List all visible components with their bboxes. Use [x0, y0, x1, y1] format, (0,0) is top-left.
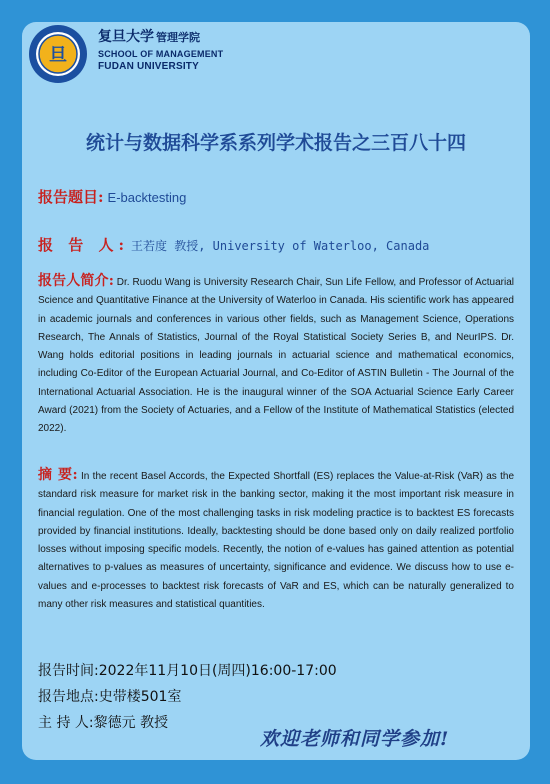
school-logo	[28, 24, 228, 84]
bio-text: Dr. Ruodu Wang is University Research Chair, Sun Life Fellow, and Professor of Actuarial Science and Quantitative Finance at the University of Waterloo in Canada. His scientific work has appeared in academic journals and conferences in various other fields, such as Management Science, Operations Research, The Annals of Statistics, Journal of the Royal Statistical Society Series B, and NeurIPS. Dr. Wang holds editorial positions in leading journals in actuarial science and mathematical economics, including Co-Editor of the European Actuarial Journal, and Co-Editor of ASTIN Bulletin - The Journal of the International Actuarial Association. He is the inaugural winner of the SOA Actuarial Science Early Career Award (2021) from the Society of Actuaries, and a Fellow of the Institute of Mathematical Statistics (elected 2022).	[38, 277, 514, 435]
abstract	[38, 466, 514, 614]
logo-english-school: SCHOOL OF MANAGEMENT	[98, 49, 224, 59]
svg-text:旦: 旦	[49, 45, 67, 66]
abstract-text: In the recent Basel Accords, the Expected Shortfall (ES) replaces the Value-at-Risk (VaR) as the standard risk measure for market risk in the banking sector, making it the most important risk measure in financial regulation. One of the most challenging tasks in risk modeling practice is to backtest ES forecasts provided by financial institutions. Ideally, backtesting should be done based only on daily realized portfolio losses without imposing specific models. Recently, the notion of e-values has gained attention as potential alternatives to p-values as measures of uncertainty, significance and evidence. We discuss how to use e-values and e-processes to backtest risk forecasts of VaR and ES, which can be naturally generalized to many other risk measures and statistical quantities.	[38, 471, 515, 611]
speaker-row	[38, 234, 429, 255]
talk-location: 报告地点:史带楼501室	[38, 689, 182, 705]
poster-title: 统计与数据科学系系列学术报告之三百八十四	[85, 132, 466, 154]
topic-label: 报告题目:	[38, 188, 104, 206]
speaker-bio	[38, 272, 514, 439]
topic-value: E-backtesting	[107, 190, 187, 205]
welcome-message: 欢迎老师和同学参加!	[260, 728, 450, 750]
talk-host: 主 持 人:黎德元 教授	[38, 715, 169, 731]
talk-time: 报告时间:2022年11月10日(周四)16:00-17:00	[38, 663, 337, 679]
speaker-label: 报 告 人:	[38, 236, 129, 254]
logo-university-cn: 复旦大学	[98, 29, 154, 45]
topic-row	[38, 186, 186, 207]
abstract-label: 摘 要:	[38, 467, 78, 483]
logo-school-cn: 管理学院	[156, 31, 200, 44]
fudan-seal-icon	[28, 24, 88, 84]
bio-label: 报告人简介:	[38, 273, 114, 289]
speaker-value: 王若度 教授, University of Waterloo, Canada	[130, 239, 430, 253]
logo-chinese-name	[98, 26, 200, 46]
logo-english-university: FUDAN UNIVERSITY	[98, 61, 199, 72]
